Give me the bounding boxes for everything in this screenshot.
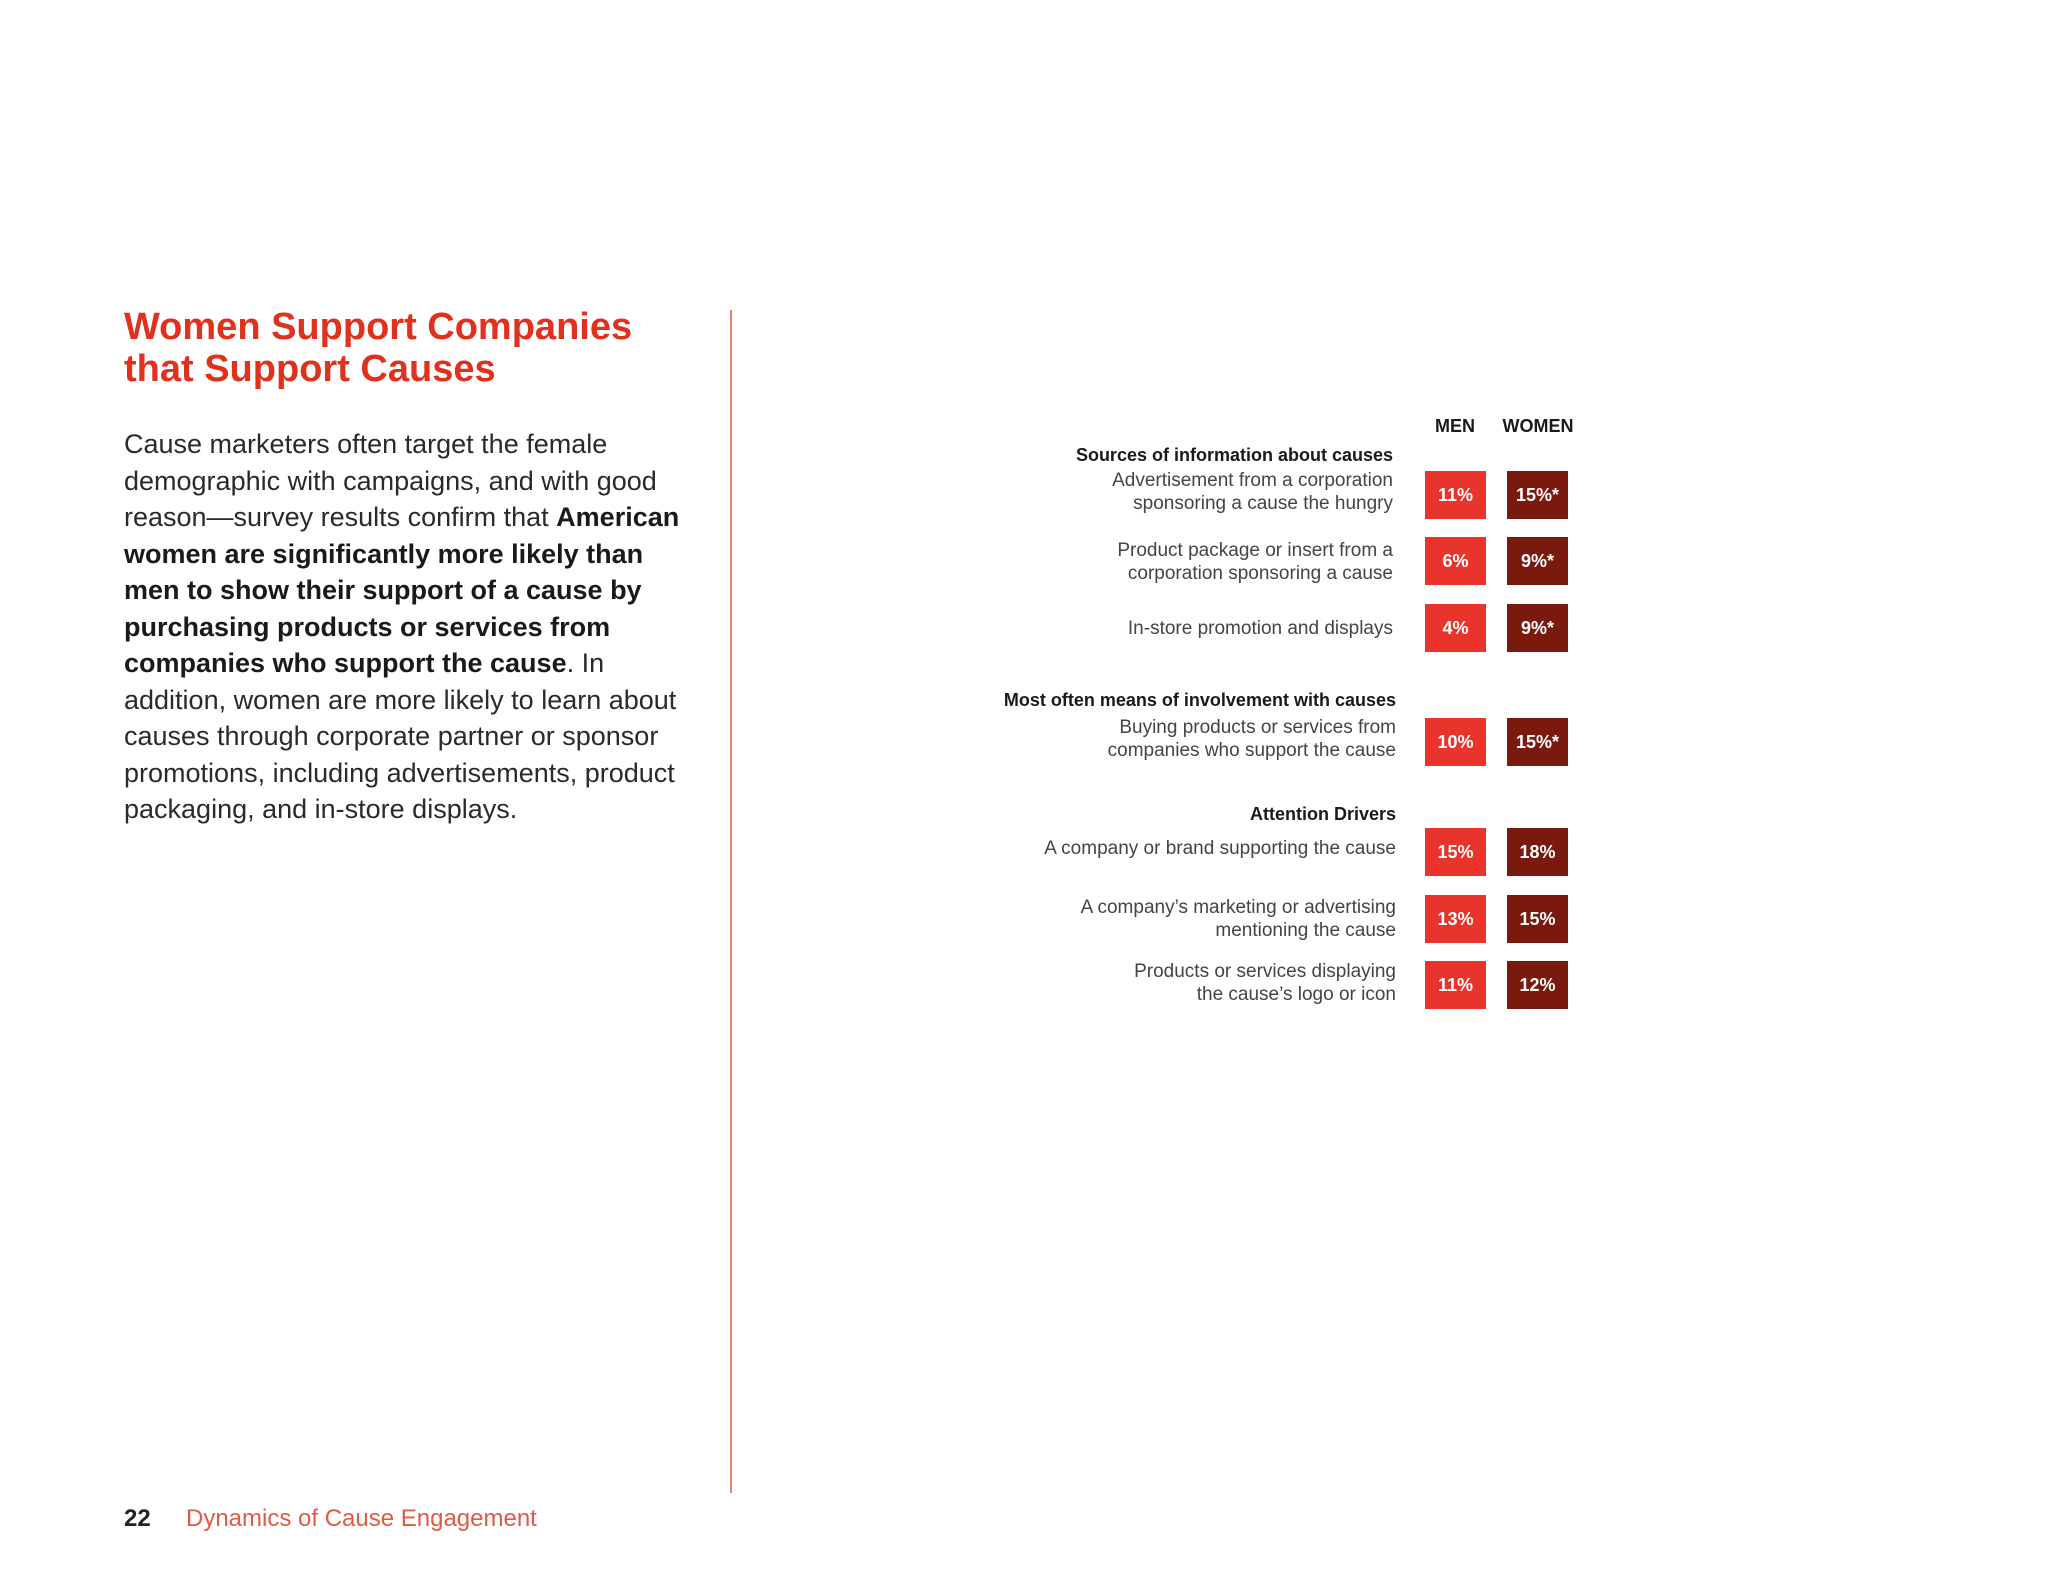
vertical-divider bbox=[730, 310, 732, 1493]
men-value-box: 11% bbox=[1425, 961, 1486, 1009]
women-value-box: 9%* bbox=[1507, 537, 1568, 585]
row-label bbox=[1044, 837, 1396, 860]
row-label-line: Buying products or services from bbox=[1119, 717, 1396, 738]
body-text-intro: Cause marketers often target the female demographic with campaigns, and with good reason—survey results confirm that bbox=[124, 429, 657, 532]
title-line-1: Women Support Companies bbox=[124, 306, 633, 348]
footer-document-title: Dynamics of Cause Engagement bbox=[186, 1505, 537, 1532]
women-value-box: 15% bbox=[1507, 895, 1568, 943]
row-label-line: A company’s marketing or advertising bbox=[1080, 897, 1396, 918]
row-label-line: Advertisement from a corporation bbox=[1112, 470, 1393, 491]
page-number: 22 bbox=[124, 1505, 151, 1532]
body-text-bold: American women are significantly more likely than men to show their support of a cause by purchasing products or services from companies who support the cause bbox=[124, 502, 680, 678]
row-label-line: mentioning the cause bbox=[1215, 920, 1396, 941]
row-label-line: Products or services displaying bbox=[1134, 961, 1396, 982]
men-value-box: 6% bbox=[1425, 537, 1486, 585]
men-value-box: 13% bbox=[1425, 895, 1486, 943]
column-header-men: MEN bbox=[1435, 416, 1475, 436]
women-value-box: 15%* bbox=[1507, 718, 1568, 766]
row-label bbox=[1134, 960, 1396, 1006]
women-value-box: 12% bbox=[1507, 961, 1568, 1009]
row-label-line: the cause’s logo or icon bbox=[1196, 984, 1396, 1005]
women-value-box: 18% bbox=[1507, 828, 1568, 876]
row-label bbox=[1108, 716, 1396, 762]
section-heading-involvement: Most often means of involvement with causes bbox=[1003, 690, 1396, 710]
row-label bbox=[1081, 896, 1396, 942]
men-value-box: 4% bbox=[1425, 604, 1486, 652]
row-label bbox=[1117, 539, 1393, 585]
body-text-rest: . In addition, women are more likely to learn about causes through corporate partner or sponsor promotions, including advertisements, product packaging, and in-store displays. bbox=[124, 648, 677, 824]
women-value-box: 15%* bbox=[1507, 471, 1568, 519]
men-value-box: 10% bbox=[1425, 718, 1486, 766]
row-label-line: A company or brand supporting the cause bbox=[1044, 838, 1396, 859]
section-heading-sources: Sources of information about causes bbox=[1075, 445, 1393, 465]
section-heading-attention: Attention Drivers bbox=[1249, 804, 1396, 824]
row-label bbox=[1128, 617, 1393, 640]
column-header-women: WOMEN bbox=[1502, 416, 1574, 436]
row-label-line: sponsoring a cause the hungry bbox=[1133, 493, 1393, 514]
title-line-2: that Support Causes bbox=[124, 348, 496, 390]
row-label-line: In-store promotion and displays bbox=[1127, 618, 1393, 639]
women-value-box: 9%* bbox=[1507, 604, 1568, 652]
page-title bbox=[124, 306, 724, 390]
row-label bbox=[1112, 469, 1393, 515]
row-label-line: corporation sponsoring a cause bbox=[1127, 563, 1393, 584]
body-paragraph bbox=[124, 426, 704, 828]
row-label-line: Product package or insert from a bbox=[1117, 540, 1393, 561]
men-value-box: 11% bbox=[1425, 471, 1486, 519]
men-value-box: 15% bbox=[1425, 828, 1486, 876]
row-label-line: companies who support the cause bbox=[1107, 740, 1396, 761]
